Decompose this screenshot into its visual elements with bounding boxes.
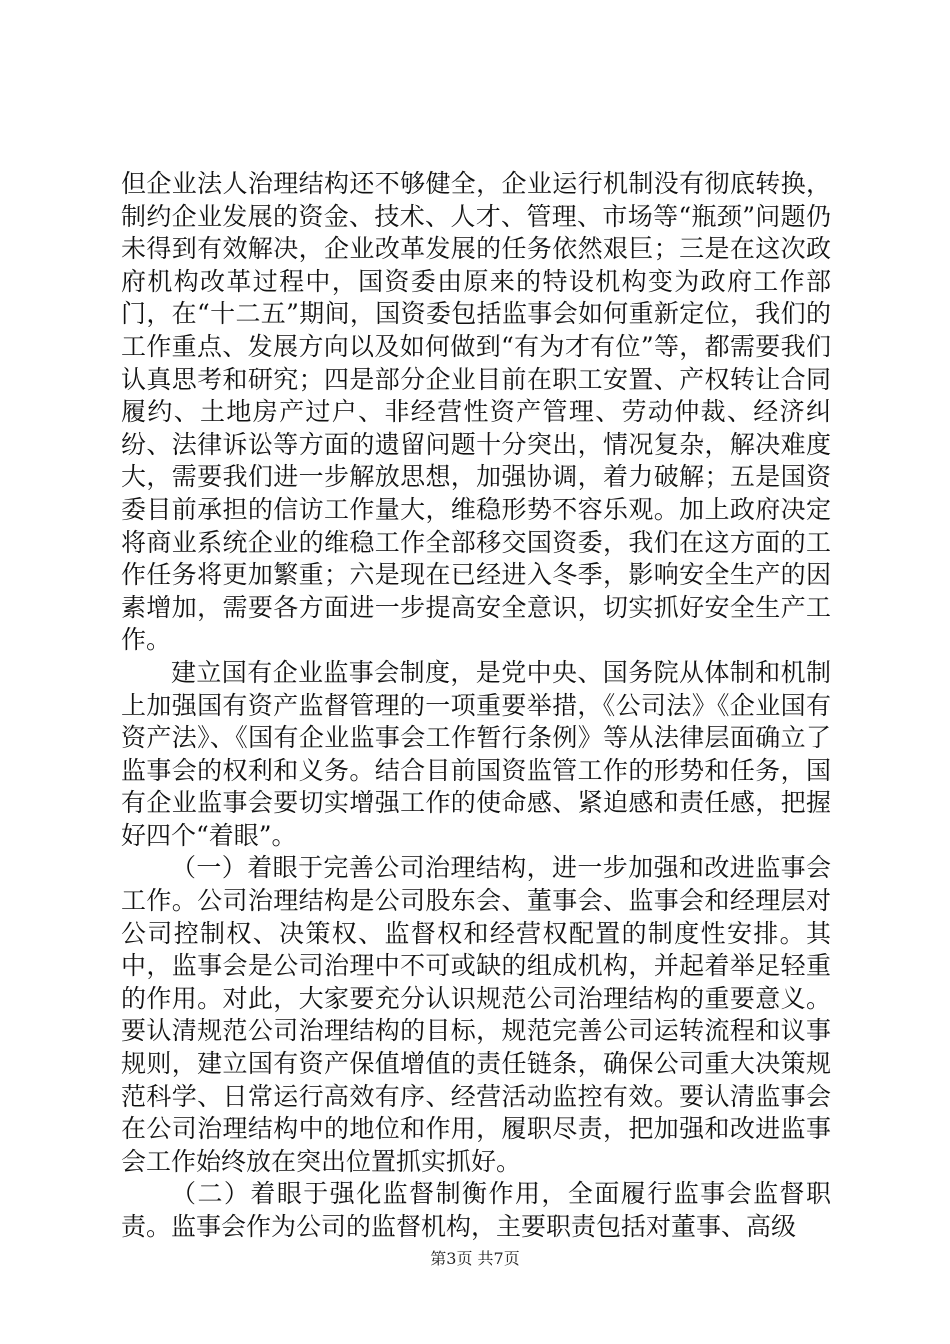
document-body: [121, 168, 831, 1244]
paragraph-point-two: （二）着眼于强化监督制衡作用，全面履行监事会监督职责。监事会作为公司的监督机构，主要职责包括对董事、高级: [121, 1179, 831, 1241]
page-footer: 第3页 共7页: [430, 1249, 520, 1268]
paragraph-supervisory-board-system: 建立国有企业监事会制度，是党中央、国务院从体制和机制上加强国有资产监督管理的一项重要举措，《公司法》《企业国有资产法》、《国有企业监事会工作暂行条例》等从法律层面确立了监事会的权利和义务。结合目前国资监管工作的形势和任务，国有企业监事会要切实增强工作的使命感、紧迫感和责任感，把握好四个“着眼”。: [121, 657, 831, 850]
paragraph-point-one: （一）着眼于完善公司治理结构，进一步加强和改进监事会工作。公司治理结构是公司股东会、董事会、监事会和经理层对公司控制权、决策权、监督权和经营权配置的制度性安排。其中，监事会是公司治理中不可或缺的组成机构，并起着举足轻重的作用。对此，大家要充分认识规范公司治理结构的重要意义。要认清规范公司治理结构的目标，规范完善公司运转流程和议事规则，建立国有资产保值增值的责任链条，确保公司重大决策规范科学、日常运行高效有序、经营活动监控有效。要认清监事会在公司治理结构中的地位和作用，履职尽责，把加强和改进监事会工作始终放在突出位置抓实抓好。: [121, 853, 831, 1176]
paragraph-continued: 但企业法人治理结构还不够健全，企业运行机制没有彻底转换，制约企业发展的资金、技术、人才、管理、市场等“瓶颈”问题仍未得到有效解决，企业改革发展的任务依然艰巨；三是在这次政府机构改革过程中，国资委由原来的特设机构变为政府工作部门，在“十二五”期间，国资委包括监事会如何重新定位，我们的工作重点、发展方向以及如何做到“有为才有位”等，都需要我们认真思考和研究；四是部分企业目前在职工安置、产权转让合同履约、土地房产过户、非经营性资产管理、劳动仲裁、经济纠纷、法律诉讼等方面的遗留问题十分突出，情况复杂，解决难度大，需要我们进一步解放思想，加强协调，着力破解；五是国资委目前承担的信访工作量大，维稳形势不容乐观。加上政府决定将商业系统企业的维稳工作全部移交国资委，我们在这方面的工作任务将更加繁重；六是现在已经进入冬季，影响安全生产的因素增加，需要各方面进一步提高安全意识，切实抓好安全生产工作。: [121, 169, 831, 655]
